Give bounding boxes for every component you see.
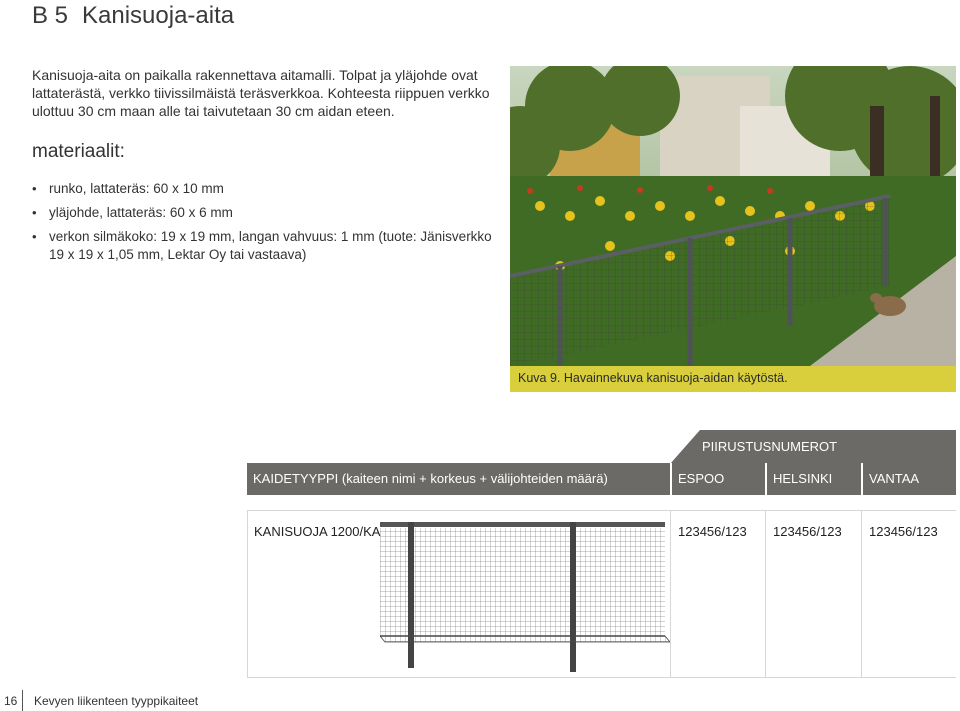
section-code: B 5 — [32, 2, 69, 29]
header-helsinki: HELSINKI — [765, 463, 861, 495]
fence-elevation-drawing — [380, 516, 670, 676]
page-title: Kanisuoja-aita — [82, 2, 235, 29]
drawing-numbers-tab — [670, 430, 956, 464]
title-bar — [0, 0, 960, 40]
column-divider — [670, 510, 671, 678]
table-header — [247, 463, 956, 495]
fence-photo — [510, 66, 956, 366]
header-type: KAIDETYYPPI (kaiteen nimi + korkeus + välijohteiden määrä) — [253, 471, 608, 486]
drawing-numbers-label: PIIRUSTUSNUMEROT — [702, 439, 838, 454]
row-type: KANISUOJA 1200/KA — [254, 524, 381, 539]
photo-illustration — [510, 66, 956, 366]
row-vantaa: 123456/123 — [869, 524, 938, 539]
column-divider — [765, 510, 766, 678]
header-vantaa: VANTAA — [861, 463, 956, 495]
photo-caption: Kuva 9. Havainnekuva kanisuoja-aidan käytöstä. — [518, 371, 788, 385]
photo-caption-bar — [510, 366, 956, 392]
publication-title: Kevyen liikenteen tyyppikaiteet — [34, 694, 199, 708]
row-espoo: 123456/123 — [678, 524, 747, 539]
footer-divider — [22, 690, 23, 711]
materials-heading: materiaalit: — [32, 141, 125, 162]
list-item: • yläjohde, lattateräs: 60 x 6 mm — [32, 204, 502, 222]
list-item: • runko, lattateräs: 60 x 10 mm — [32, 180, 502, 198]
materials-list — [32, 180, 502, 270]
intro-paragraph: Kanisuoja-aita on paikalla rakennettava aitamalli. Tolpat ja yläjohde ovat lattaterästä, verkko tiivissilmäistä teräsverkkoa. Kohteesta riippuen verkko ulottuu 30 cm maan alle tai taivutetaan 30 cm aidan eteen. — [32, 67, 490, 119]
list-item: • verkon silmäkoko: 19 x 19 mm, langan vahvuus: 1 mm (tuote: Jänisverkko 19 x 19 x 1,05 mm, Lektar Oy tai vastaava) — [32, 228, 502, 264]
page-number: 16 — [4, 694, 18, 708]
header-espoo: ESPOO — [670, 463, 765, 495]
column-divider — [861, 510, 862, 678]
page-footer — [0, 690, 960, 711]
row-helsinki: 123456/123 — [773, 524, 842, 539]
fence-drawing — [380, 516, 670, 676]
